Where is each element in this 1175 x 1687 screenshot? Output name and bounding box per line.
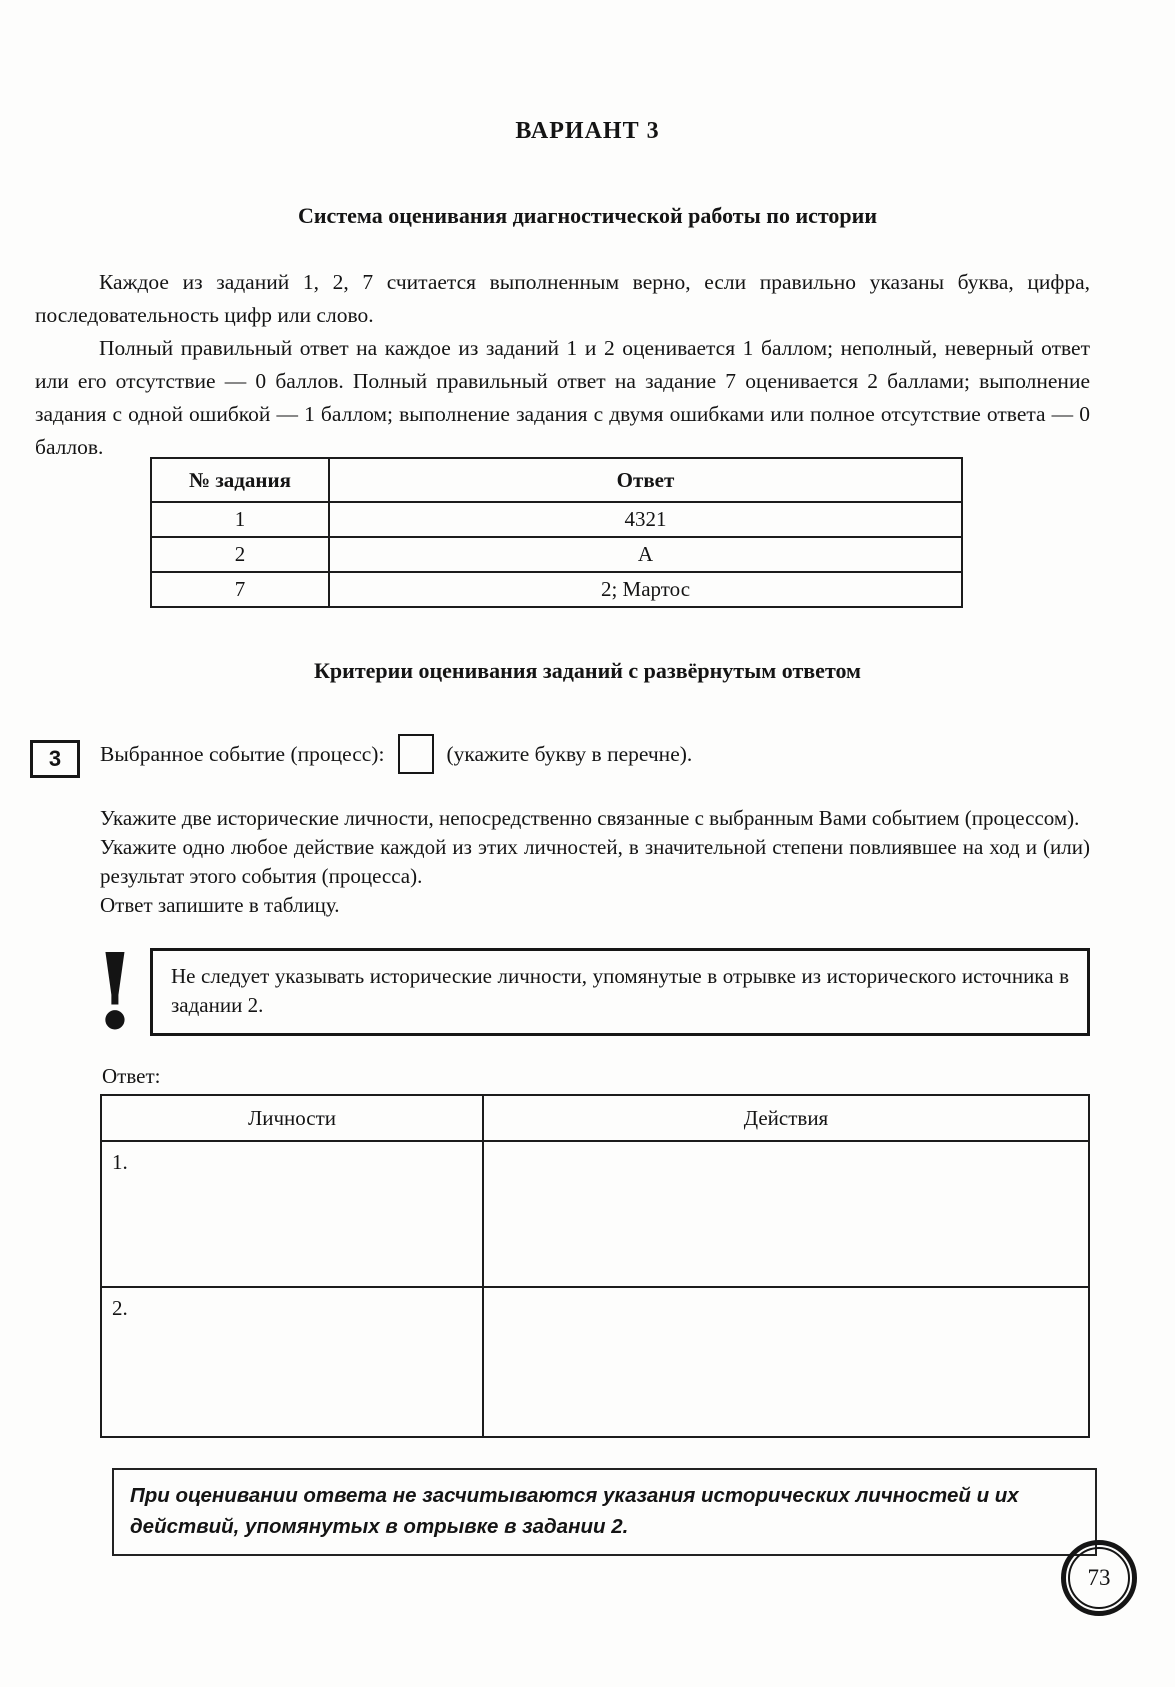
- answer-cell: 2; Мартос: [329, 572, 962, 607]
- task-instructions: [100, 804, 1090, 920]
- scoring-intro-text: [35, 266, 1090, 464]
- response-header-actions: Действия: [483, 1095, 1089, 1141]
- table-row: [151, 537, 962, 572]
- response-row-1-actions-cell: [483, 1141, 1089, 1287]
- answer-choice-box: [398, 734, 434, 774]
- scoring-system-heading: Система оценивания диагностической работы по истории: [297, 203, 877, 228]
- response-row-1: [101, 1141, 1089, 1287]
- prompt-before-box: Выбранное событие (процесс):: [100, 742, 385, 766]
- response-header-persons: Личности: [101, 1095, 483, 1141]
- response-row-1-label-cell: 1.: [101, 1141, 483, 1287]
- intro-paragraph-1: Каждое из заданий 1, 2, 7 считается выполненным верно, если правильно указаны буква, цифра, последовательность цифр или слово.: [35, 270, 1090, 327]
- task-prompt-line: [100, 742, 1100, 770]
- answer-label: Ответ:: [102, 1064, 161, 1088]
- answers-key-table: [150, 457, 963, 608]
- page-number-badge: [1061, 1540, 1137, 1616]
- criteria-heading: Критерии оценивания заданий с развёрнутым ответом: [313, 658, 862, 683]
- table-row: [151, 572, 962, 607]
- table-header-row: [151, 458, 962, 502]
- response-row-2: [101, 1287, 1089, 1437]
- header-task-number: № задания: [151, 458, 329, 502]
- instruction-paragraph-3: Ответ запишите в таблицу.: [100, 893, 340, 917]
- task-number-cell: 7: [151, 572, 329, 607]
- answer-cell: А: [329, 537, 962, 572]
- intro-paragraph-2: Полный правильный ответ на каждое из заданий 1 и 2 оценивается 1 баллом; неполный, неверный ответ или его отсутствие — 0 баллов. Полный правильный ответ на задание 7 оценивается 2 баллами; выполнение задания с одной ошибкой — 1 баллом; выполнение задания с двумя ошибками или полное отсутствие ответа — 0 баллов.: [35, 336, 1090, 459]
- header-answer: Ответ: [329, 458, 962, 502]
- footer-note-box: При оценивании ответа не засчитываются указания исторических личностей и их действий, упомянутых в отрывке в задании 2.: [112, 1468, 1097, 1556]
- response-table: [100, 1094, 1090, 1438]
- instruction-paragraph-1: Укажите две исторические личности, непосредственно связанные с выбранным Вами событием (процессом).: [100, 806, 1080, 830]
- response-row-2-label-cell: 2.: [101, 1287, 483, 1437]
- task-number-cell: 2: [151, 537, 329, 572]
- variant-title: ВАРИАНТ 3: [515, 118, 660, 144]
- response-header-row: [101, 1095, 1089, 1141]
- response-row-2-actions-cell: [483, 1287, 1089, 1437]
- table-row: [151, 502, 962, 537]
- answer-cell: 4321: [329, 502, 962, 537]
- warning-box: Не следует указывать исторические личности, упомянутые в отрывке из исторического источника в задании 2.: [150, 948, 1090, 1036]
- page-number: 73: [1068, 1547, 1130, 1609]
- warning-exclamation-icon: !: [92, 930, 138, 1053]
- task-number-cell: 1: [151, 502, 329, 537]
- prompt-after-box: (укажите букву в перечне).: [446, 742, 693, 766]
- instruction-paragraph-2: Укажите одно любое действие каждой из этих личностей, в значительной степени повлиявшее на ход и (или) результат этого события (процесса).: [100, 835, 1090, 888]
- task-number-badge: 3: [30, 740, 80, 778]
